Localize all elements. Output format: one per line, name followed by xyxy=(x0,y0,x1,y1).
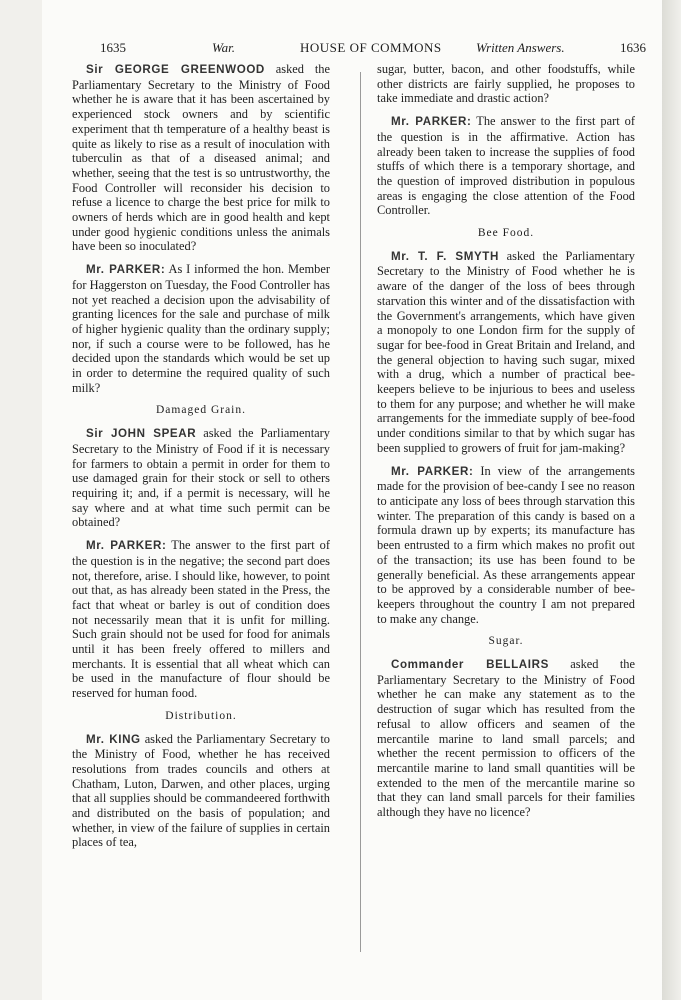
house-title: HOUSE OF COMMONS xyxy=(300,40,442,55)
speaker-name: Commander BELLAIRS xyxy=(391,658,549,672)
section-title-right: Written Answers. xyxy=(476,40,565,55)
right-column xyxy=(377,62,635,828)
left-column xyxy=(72,62,330,858)
speaker-name: Sir GEORGE GREENWOOD xyxy=(86,63,265,76)
question-spear xyxy=(72,426,330,530)
section-heading-damaged-grain: Damaged Grain. xyxy=(156,404,246,417)
answer-parker-milk xyxy=(72,262,330,395)
speaker-name: Mr. PARKER: xyxy=(391,115,472,129)
question-king xyxy=(72,732,330,851)
answer-text: The answer to the first part of the question is in the negative; the second part does not, therefore, arise. I should like, however, to point out that, as has already been stated in the Press, the fact that wheat or barley is out of condition does not necessarily mean that it is unfit for milling. Such grain should not be used for food for animals until it has been freely offered to millers and merchants. It is essential that all wheat which can be used in the manufacture of flour should be reserved for human food. xyxy=(72,538,331,701)
section-heading-sugar: Sugar. xyxy=(488,635,524,648)
column-divider xyxy=(360,72,361,952)
answer-text: In view of the arrangements made for the provision of bee-candy I see no reason to anticipate any loss of bees through starvation this winter. The preparation of this candy is based on a formula drawn up by experts; its manufacture has been entrusted to a firm which makes no profit out of the transaction; its use has been found to be generally beneficial. As these arrangements appear to be approved by a considerable number of bee-keepers throughout the country I am not prepared to make any change. xyxy=(377,463,635,626)
column-number-left: 1635 xyxy=(100,40,126,55)
speaker-name: Mr. T. F. SMYTH xyxy=(391,249,499,263)
question-greenwood xyxy=(72,62,330,254)
answer-parker-bee xyxy=(377,464,635,627)
answer-text: The answer to the first part of the question is in the affirmative. Action has already been taken to increase the supplies of food stuffs of which there is a temporary shortage, and the question of improved distribution in populous areas is engaging the close attention of the Food Controller. xyxy=(377,114,636,218)
question-text: asked the Parliamentary Secretary to the Ministry of Food whether he is aware that it has been ascertained by experienced stock owners and by scientific experiment that th temperature of a healthy beast is quite as likely to rise as a result of inoculation with tuberculin as that of a diseased animal; and whether, seeing that the test is so untrustworthy, the Food Controller will reconsider his decision to refuse a licence to charge the best price for milk to owners of herds which are in good health and kept under good hygienic conditions unless the animals have been so inoculated? xyxy=(72,62,330,254)
speaker-name: Mr. PARKER: xyxy=(86,539,167,553)
column-number-right: 1636 xyxy=(620,40,646,55)
speaker-name: Mr. KING xyxy=(86,732,141,746)
answer-parker-grain xyxy=(72,538,330,701)
section-heading-bee-food: Bee Food. xyxy=(477,227,535,240)
section-heading-distribution: Distribution. xyxy=(165,709,237,722)
section-title-left: War. xyxy=(212,40,236,55)
question-text: asked the Parliamentary Secretary to the Ministry of Food if it is necessary for farmers to obtain a permit in order for them to use damaged grain for their stock or sell to others requiring it; and, if a permit is necessary, will he say where and at what time such permit can be obtained? xyxy=(72,426,330,530)
speaker-name: Mr. PARKER: xyxy=(86,263,166,277)
question-bellairs xyxy=(377,657,635,820)
question-text: asked the Parliamentary Secretary to the Ministry of Food, whether he has received resolutions from trades councils and others at Chatham, Luton, Darwen, and other places, urging that all supplies should be commandeered forthwith and distributed on the basis of population; and whether, in view of the failure of supplies in certain places of tea, xyxy=(72,731,330,850)
page-edge-shadow xyxy=(662,0,681,1000)
question-text: asked the Parliamentary Secretary to the Ministry of Food whether he is aware of the danger of the loss of bees through starvation this winter and of the dissatisfaction with the Government's arrangements, which have given a monopoly to one London firm for the supply of sugar for bee-food in Great Britain and Ireland, and the general objection to having such sugar, mixed with a drug, which a number of practical bee-keepers believe to be injurious to bees and useless to them for any purpose; and whether he will make arrangements for the immediate supply of bee-food under conditions similar to that by which sugar has been supplied to growers of fruit for jam-making? xyxy=(377,248,635,455)
speaker-name: Mr. PARKER: xyxy=(391,464,474,478)
running-header xyxy=(100,40,660,62)
answer-text: As I informed the hon. Member for Haggerston on Tuesday, the Food Controller has not yet reached a decision upon the advisability of granting licences for the sale and purchase of milk of higher hygienic quality than the ordinary supply; nor, if such a course were to be followed, has he decided upon the standards which would be set up in order to determine the required quality of such milk? xyxy=(72,262,330,395)
question-smyth xyxy=(377,249,635,456)
speaker-name: Sir JOHN SPEAR xyxy=(86,427,197,441)
question-king-continued: sugar, butter, bacon, and other foodstuffs, while other districts are fairly supplied, he proposes to take immediate and drastic action? xyxy=(377,62,635,106)
question-text: asked the Parliamentary Secretary to the Ministry of Food whether he can make any statement as to the destruction of sugar which has resulted from the refusal to allow officers and seamen of the mercantile marine to land small parcels; and whether the recent permission to officers of the mercantile marine to land small quantities will be extended to the men of the mercantile marine so that they can land small parcels for their families although they have no licence? xyxy=(377,657,635,820)
answer-parker-distribution xyxy=(377,114,635,218)
